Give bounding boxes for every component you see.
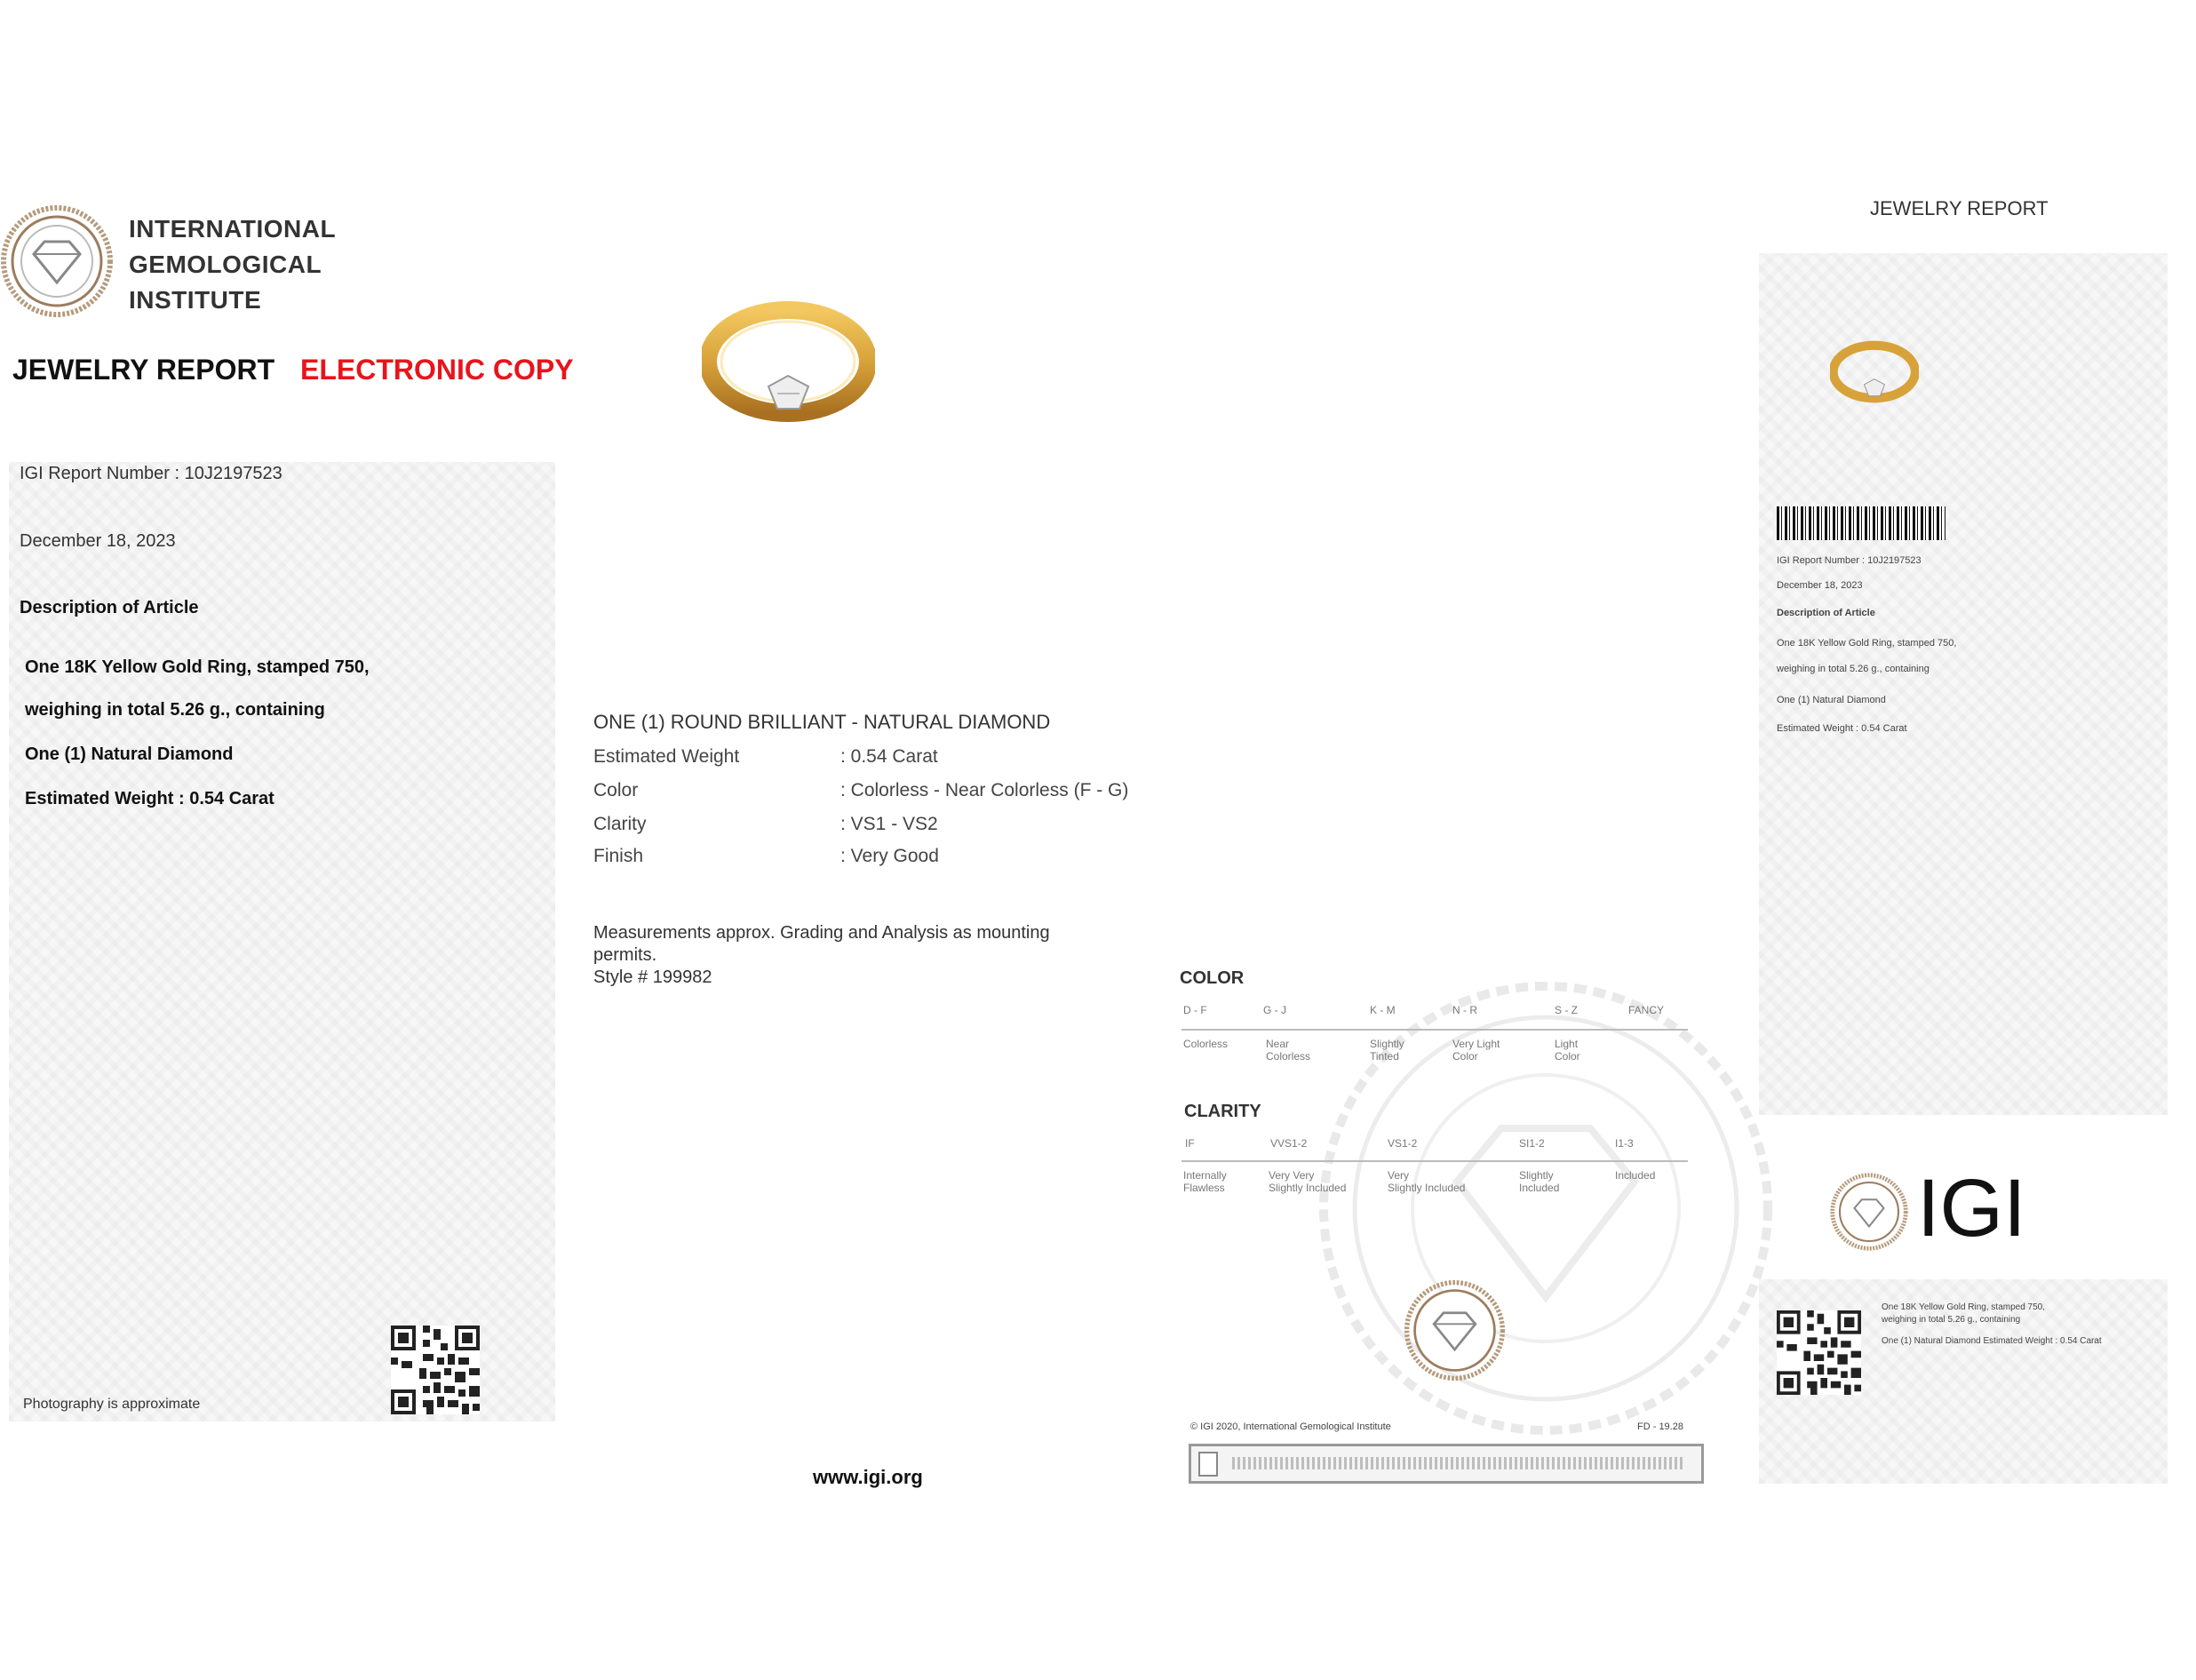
description-heading: Description of Article xyxy=(20,598,199,617)
grading-row-weight xyxy=(593,746,739,768)
clarity-grade: VS1-2 xyxy=(1388,1137,1418,1150)
color-grade: G - J xyxy=(1263,1004,1286,1016)
document-icon xyxy=(1198,1452,1218,1477)
diamond-grading-table xyxy=(593,743,1162,876)
clarity-desc: Very Slightly Included xyxy=(1388,1169,1466,1194)
form-code: FD - 19.28 xyxy=(1637,1421,1683,1432)
clarity-grade: IF xyxy=(1185,1137,1195,1150)
stub-desc-line4: Estimated Weight : 0.54 Carat xyxy=(1777,723,1907,734)
clarity-grade: I1-3 xyxy=(1615,1137,1634,1150)
color-grade: K - M xyxy=(1370,1004,1396,1016)
diamond-title: ONE (1) ROUND BRILLIANT - NATURAL DIAMOND xyxy=(593,711,1051,733)
color-grade: S - Z xyxy=(1555,1004,1578,1016)
clarity-desc: Included xyxy=(1615,1169,1656,1182)
stub-barcode xyxy=(1777,506,1945,540)
copyright-notice: © IGI 2020, International Gemological Institute xyxy=(1190,1421,1391,1432)
grading-label: Estimated Weight xyxy=(593,746,740,767)
grading-value-color: : Colorless - Near Colorless (F - G) xyxy=(840,780,1129,800)
grading-value-weight: : 0.54 Carat xyxy=(840,746,938,767)
clarity-desc: Very Very Slightly Included xyxy=(1269,1169,1347,1194)
org-name-line3: INSTITUTE xyxy=(129,286,262,314)
measurement-note-line1: Measurements approx. Grading and Analysis as mounting xyxy=(593,923,1050,943)
measurement-note xyxy=(593,922,1050,989)
photo-note: Photography is approximate xyxy=(23,1397,201,1412)
measurement-note-line2: permits. xyxy=(593,945,657,965)
org-name-line1: INTERNATIONAL xyxy=(129,215,337,243)
stub-desc-line1: One 18K Yellow Gold Ring, stamped 750, xyxy=(1777,638,1957,649)
grading-label: Color xyxy=(593,780,639,800)
stub-bottom-line2: weighing in total 5.26 g., containing xyxy=(1882,1315,2021,1325)
stub-igi-logo-text: IGI xyxy=(1917,1163,2026,1254)
color-grade: FANCY xyxy=(1628,1004,1665,1016)
report-number: IGI Report Number : 10J2197523 xyxy=(20,464,282,483)
legal-disclaimer-box xyxy=(1189,1444,1704,1484)
color-desc: Slightly Tinted xyxy=(1370,1038,1404,1063)
stub-bottom-text xyxy=(1882,1302,2166,1348)
grading-row-clarity xyxy=(593,814,647,835)
report-title: JEWELRY REPORT xyxy=(12,354,275,386)
description-line2: weighing in total 5.26 g., containing xyxy=(25,700,325,720)
stub-description-heading: Description of Article xyxy=(1777,608,1875,618)
color-scale-rule xyxy=(1182,1029,1688,1031)
clarity-grade: VVS1-2 xyxy=(1270,1137,1308,1150)
color-desc: Light Color xyxy=(1555,1038,1580,1063)
color-desc: Very Light Color xyxy=(1452,1038,1500,1063)
color-desc: Near Colorless xyxy=(1266,1038,1311,1063)
color-scale-heading: COLOR xyxy=(1180,968,1245,988)
stub-qr-code xyxy=(1777,1310,1861,1395)
grading-value-finish: : Very Good xyxy=(840,846,939,866)
grading-row-color xyxy=(593,780,638,801)
color-grade: N - R xyxy=(1452,1004,1477,1016)
stub-report-number: IGI Report Number : 10J2197523 xyxy=(1777,555,1922,566)
clarity-desc: Slightly Included xyxy=(1519,1169,1560,1194)
ring-photo xyxy=(702,298,875,431)
description-line1: One 18K Yellow Gold Ring, stamped 750, xyxy=(25,657,370,677)
color-desc: Colorless xyxy=(1183,1038,1229,1050)
style-number: Style # 199982 xyxy=(593,967,712,987)
clarity-desc: Internally Flawless xyxy=(1183,1169,1227,1194)
stub-date: December 18, 2023 xyxy=(1777,580,1863,591)
report-date: December 18, 2023 xyxy=(20,531,176,551)
clarity-grade: SI1-2 xyxy=(1519,1137,1545,1150)
org-name-line2: GEMOLOGICAL xyxy=(129,251,322,278)
stub-igi-seal xyxy=(1830,1173,1908,1251)
description-line3: One (1) Natural Diamond xyxy=(25,744,234,764)
grading-value-clarity: : VS1 - VS2 xyxy=(840,814,938,834)
grading-label: Clarity xyxy=(593,814,647,834)
stub-desc-line2: weighing in total 5.26 g., containing xyxy=(1777,664,1929,674)
color-scale xyxy=(1182,1000,1688,1071)
igi-seal-logo xyxy=(0,204,114,318)
color-grade: D - F xyxy=(1183,1004,1207,1016)
grading-row-finish xyxy=(593,846,643,867)
clarity-scale xyxy=(1182,1134,1688,1205)
stub-desc-line3: One (1) Natural Diamond xyxy=(1777,695,1886,705)
stub-bottom-line3: One (1) Natural Diamond Estimated Weight : 0.54 Carat xyxy=(1882,1336,2102,1346)
website-link[interactable]: www.igi.org xyxy=(813,1466,923,1488)
electronic-copy-label: ELECTRONIC COPY xyxy=(300,354,574,386)
description-line4: Estimated Weight : 0.54 Carat xyxy=(25,789,274,808)
stub-panel-top xyxy=(1759,253,2168,1115)
clarity-scale-rule xyxy=(1182,1160,1688,1162)
qr-code xyxy=(391,1326,480,1414)
stub-ring-photo xyxy=(1830,338,1919,409)
disclaimer-lines xyxy=(1232,1457,1685,1469)
clarity-scale-heading: CLARITY xyxy=(1184,1102,1261,1121)
stub-report-title: JEWELRY REPORT xyxy=(1870,197,2049,219)
stub-bottom-line1: One 18K Yellow Gold Ring, stamped 750, xyxy=(1882,1302,2046,1312)
grading-label: Finish xyxy=(593,846,644,866)
igi-seal-small xyxy=(1404,1279,1506,1381)
